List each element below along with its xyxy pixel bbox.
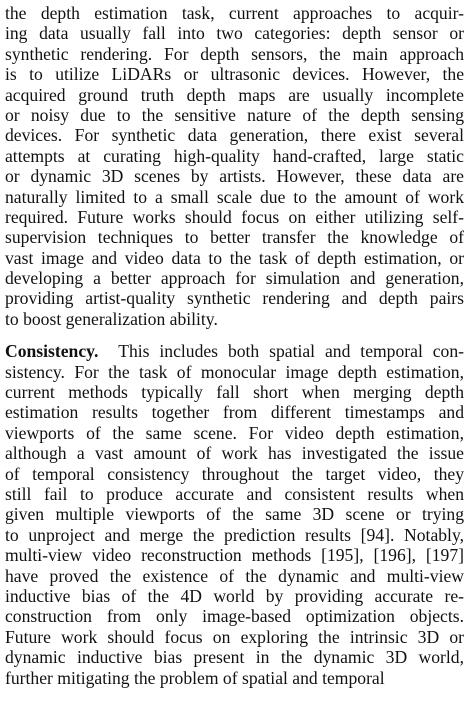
text-line: attempts at curating high-quality hand-crafted, large static	[5, 145, 464, 166]
text-line: although a vast amount of work has investigated the issue	[5, 443, 464, 464]
text-line: supervision techniques to better transfer the knowledge of	[5, 227, 464, 248]
text-line: Future work should focus on exploring the intrinsic 3D or	[5, 626, 464, 647]
text-line: or dynamic 3D scenes by artists. However, these data are	[5, 166, 464, 187]
text-line: or noisy due to the sensitive nature of the depth sensing	[5, 104, 464, 125]
text-line: have proved the existence of the dynamic and multi-view	[5, 565, 464, 586]
text-line-first	[5, 341, 464, 361]
text-line: ing data usually fall into two categories: depth sensor or	[5, 23, 464, 44]
text-line: multi-view video reconstruction methods [195], [196], [197]	[5, 545, 464, 566]
text-line-rest: This includes both spatial and temporal con-	[118, 341, 465, 362]
text-line: naturally limited to a small scale due to the amount of work	[5, 186, 464, 207]
text-line: inductive bias of the 4D world by providing accurate re-	[5, 585, 464, 606]
text-line: still fail to produce accurate and consistent results when	[5, 483, 464, 504]
text-line: the depth estimation task, current approaches to acquir-	[5, 3, 464, 23]
text-line: construction from only image-based optimization objects.	[5, 606, 464, 627]
text-line: current methods typically fall short when merging depth	[5, 382, 464, 403]
text-line: is to utilize LiDARs or ultrasonic devices. However, the	[5, 64, 464, 85]
text-line: required. Future works should focus on either utilizing self-	[5, 206, 464, 227]
text-line: to boost generalization ability.	[5, 308, 218, 329]
text-line: estimation results together from different timestamps and	[5, 402, 464, 423]
paper-page	[5, 3, 464, 688]
text-line: developing a better approach for simulation and generation,	[5, 268, 464, 289]
text-line: further mitigating the problem of spatial and temporal	[5, 667, 385, 688]
text-line: dynamic inductive bias present in the dynamic 3D world,	[5, 647, 464, 668]
text-line: acquired ground truth depth maps are usually incomplete	[5, 84, 464, 105]
section-heading: Consistency.	[5, 341, 99, 362]
text-line: of temporal consistency throughout the target video, they	[5, 463, 464, 484]
text-line: to unproject and merge the prediction results [94]. Notably,	[5, 524, 464, 545]
text-line: viewports of the same scene. For video depth estimation,	[5, 422, 464, 443]
text-line: devices. For synthetic data generation, there exist several	[5, 125, 464, 146]
text-line: given multiple viewports of the same 3D scene or trying	[5, 504, 464, 525]
text-line: synthetic rendering. For depth sensors, the main approach	[5, 43, 464, 64]
text-line: providing artist-quality synthetic rendering and depth pairs	[5, 288, 464, 309]
paragraph-gap	[5, 329, 464, 341]
text-line: vast image and video data to the task of depth estimation, or	[5, 247, 464, 268]
paragraph-data-acquisition	[5, 3, 464, 329]
text-line: sistency. For the task of monocular image depth estimation,	[5, 361, 464, 382]
paragraph-consistency	[5, 341, 464, 688]
